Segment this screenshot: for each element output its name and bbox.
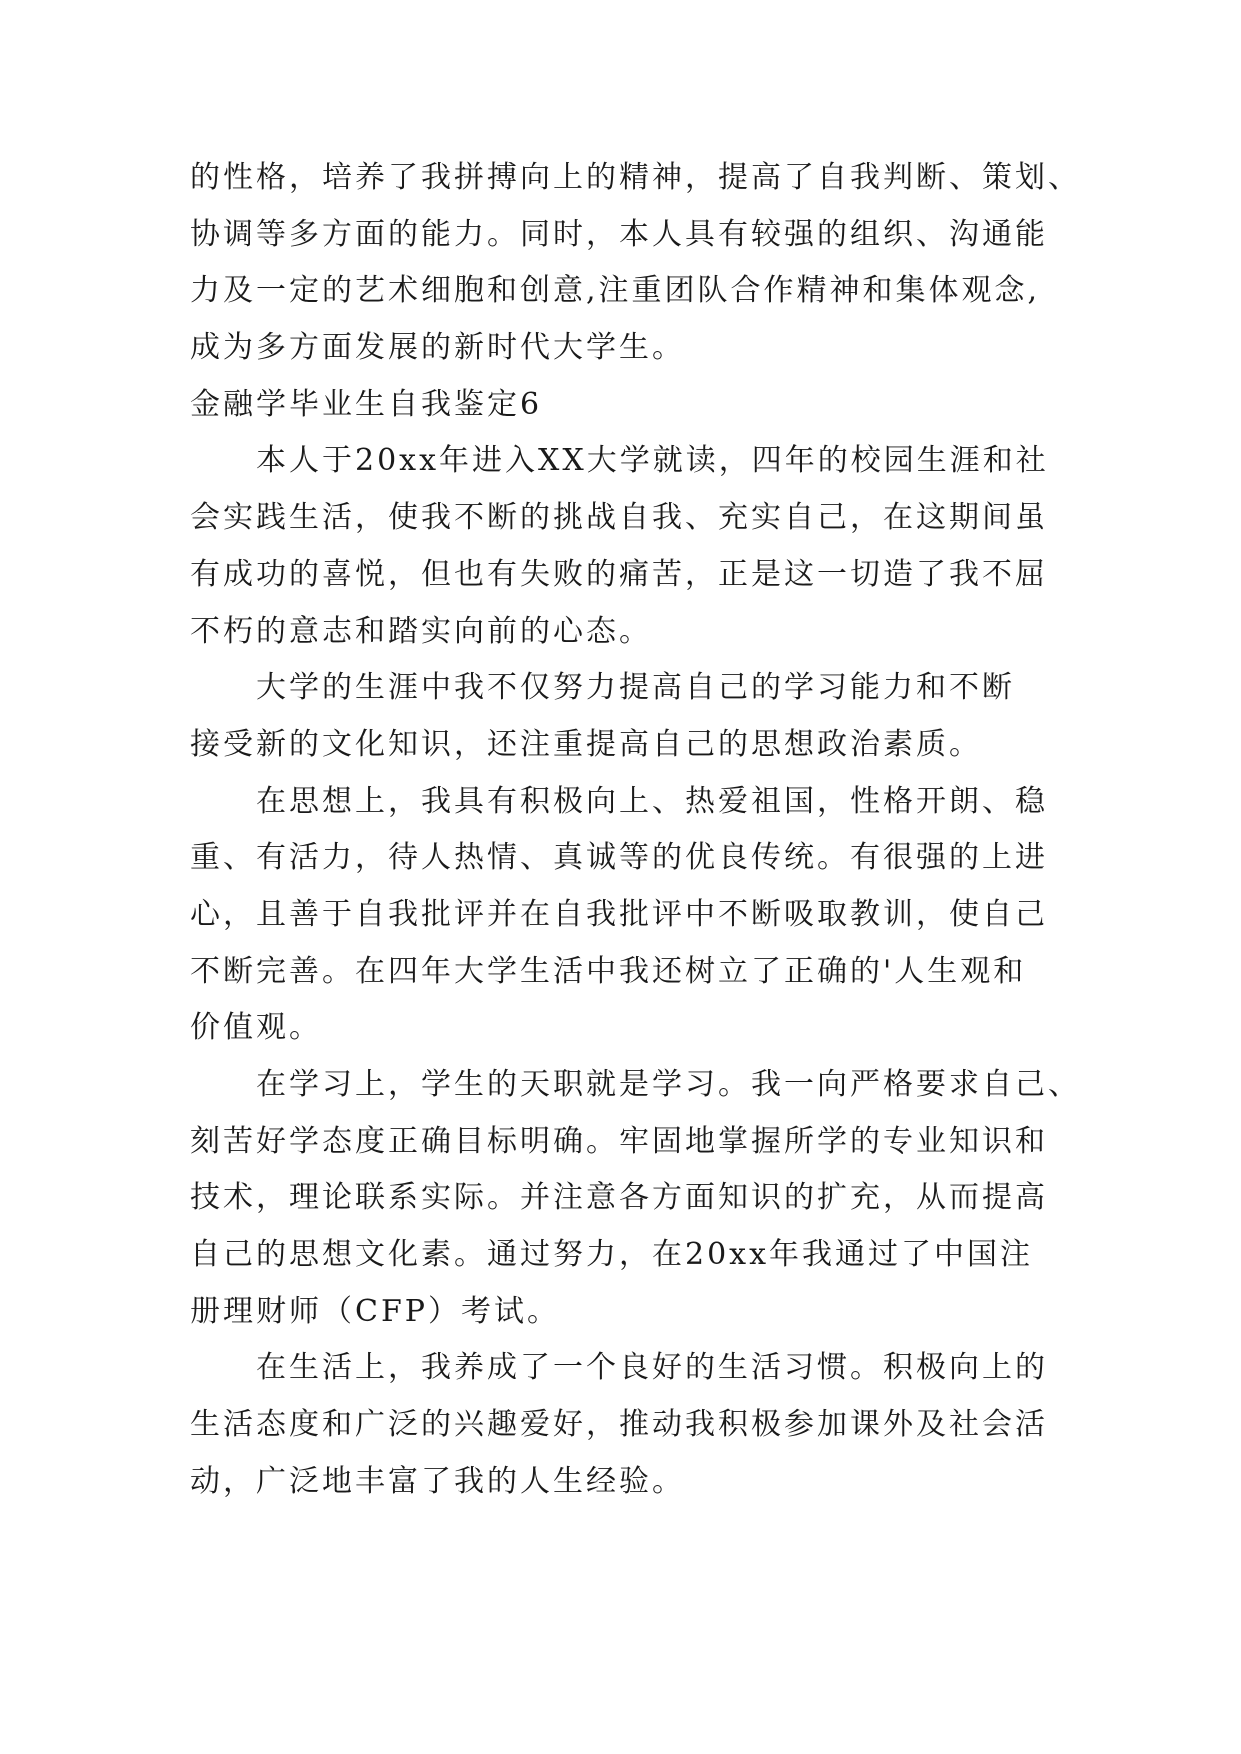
text-line: 在思想上，我具有积极向上、热爱祖国，性格开朗、稳 <box>256 783 1048 819</box>
text-line: 心，且善于自我批评并在自我批评中不断吸取教训，使自己 <box>190 896 1048 932</box>
text-line: 重、有活力，待人热情、真诚等的优良传统。有很强的上进 <box>190 840 1048 876</box>
text-line: 本人于20xx年进入XX大学就读，四年的校园生涯和社 <box>256 443 1049 479</box>
text-line: 刻苦好学态度正确目标明确。牢固地掌握所学的专业知识和 <box>190 1123 1048 1159</box>
document-body <box>190 150 1090 1511</box>
text-line: 不朽的意志和踏实向前的心态。 <box>190 613 652 649</box>
text-line: 成为多方面发展的新时代大学生。 <box>190 330 685 366</box>
text-line: 册理财师（CFP）考试。 <box>190 1293 560 1329</box>
section-heading: 金融学毕业生自我鉴定6 <box>190 386 543 422</box>
text-line: 会实践生活，使我不断的挑战自我、充实自己，在这期间虽 <box>190 500 1048 536</box>
text-line: 接受新的文化知识，还注重提高自己的思想政治素质。 <box>190 726 982 762</box>
text-line: 不断完善。在四年大学生活中我还树立了正确的'人生观和 <box>190 953 1027 989</box>
text-line: 在学习上，学生的天职就是学习。我一向严格要求自己、 <box>256 1067 1081 1102</box>
text-line: 价值观。 <box>190 1010 322 1046</box>
text-line: 协调等多方面的能力。同时，本人具有较强的组织、沟通能 <box>190 216 1048 252</box>
text-line: 大学的生涯中我不仅努力提高自己的学习能力和不断 <box>256 670 1015 706</box>
text-line: 自己的思想文化素。通过努力，在20xx年我通过了中国注 <box>190 1237 1034 1273</box>
text-line: 有成功的喜悦，但也有失败的痛苦，正是这一切造了我不屈 <box>190 556 1048 592</box>
text-line: 动，广泛地丰富了我的人生经验。 <box>190 1463 685 1499</box>
text-line: 力及一定的艺术细胞和创意,注重团队合作精神和集体观念, <box>190 273 1041 309</box>
text-line: 生活态度和广泛的兴趣爱好，推动我积极参加课外及社会活 <box>190 1407 1048 1443</box>
text-line: 技术，理论联系实际。并注意各方面知识的扩充，从而提高 <box>190 1180 1048 1216</box>
text-line: 在生活上，我养成了一个良好的生活习惯。积极向上的 <box>256 1350 1048 1386</box>
text-line: 的性格，培养了我拼搏向上的精神，提高了自我判断、策划、 <box>190 160 1081 195</box>
